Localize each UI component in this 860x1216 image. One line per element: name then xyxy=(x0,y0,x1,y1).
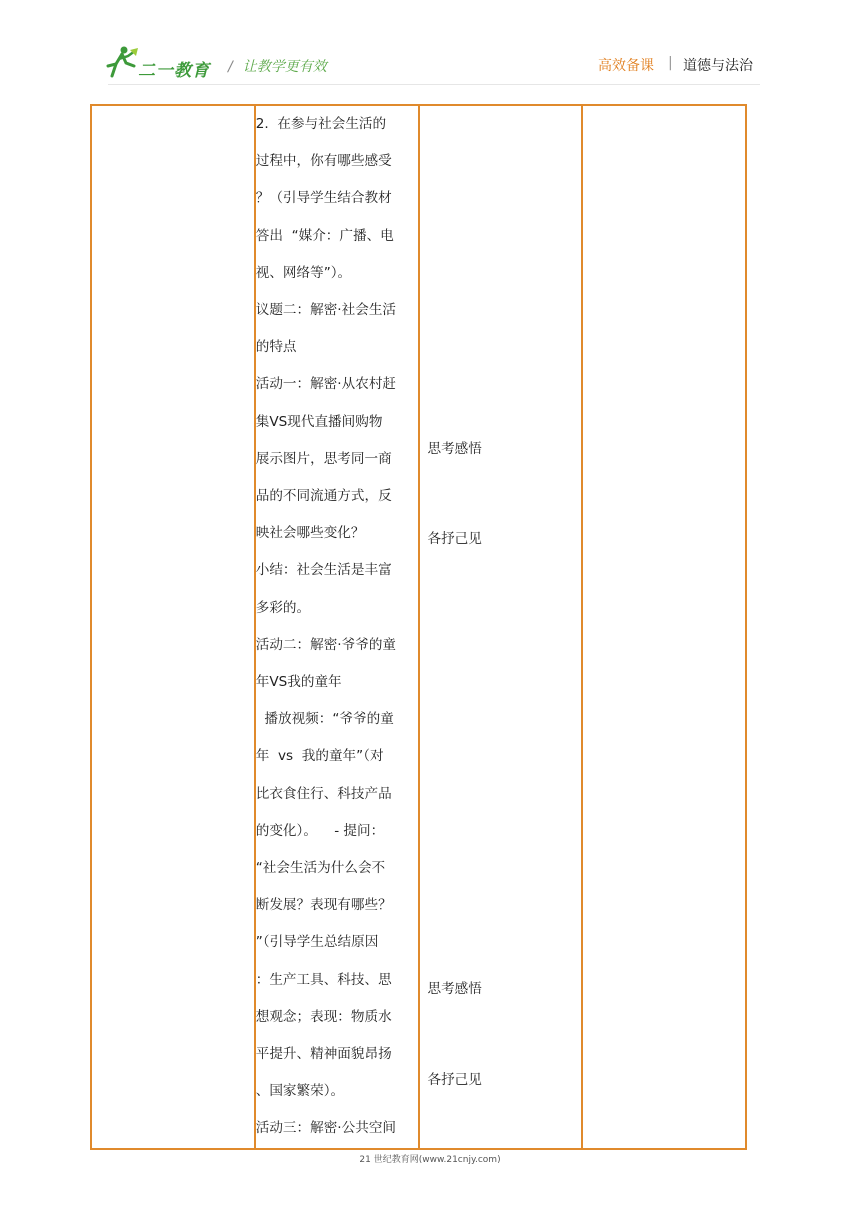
teacher-activity-line: 过程中，你有哪些感受 xyxy=(255,153,392,170)
teacher-activity-line: 断发展？表现有哪些？ xyxy=(255,897,392,914)
teacher-activity-line: 小结：社会生活是丰富 xyxy=(255,562,392,579)
teacher-activity-line: 年 vs 我的童年”（对 xyxy=(255,748,384,765)
student-activity-item: 各抒己见 xyxy=(427,531,482,547)
teacher-activity-line: 品的不同流通方式，反 xyxy=(255,488,392,505)
subject-tag: 道德与法治 xyxy=(683,58,753,74)
course-tag: 高效备课 xyxy=(598,58,654,74)
teacher-activity-cell xyxy=(255,105,419,1149)
teacher-activity-line: 映社会哪些变化？ xyxy=(255,525,365,542)
teacher-activity-line: 播放视频：“爷爷的童 xyxy=(255,711,394,728)
teacher-activity-line: 多彩的。 xyxy=(255,599,311,616)
student-activity-item: 各抒己见 xyxy=(427,1072,482,1088)
teacher-activity-line: 平提升、精神面貌昂扬 xyxy=(255,1046,392,1063)
page-footer: 21 世纪教育网(www.21cnjy.com) xyxy=(359,1155,501,1165)
teacher-activity-line: 展示图片，思考同一商 xyxy=(255,450,392,467)
header-divider: | xyxy=(668,55,673,71)
teacher-activity-line: “社会生活为什么会不 xyxy=(255,860,386,877)
teacher-activity-line: 比衣食住行、科技产品 xyxy=(255,785,392,802)
teacher-activity-line: ？（引导学生结合教材 xyxy=(255,190,392,207)
student-activity-cell xyxy=(419,105,583,1149)
brand-logo[interactable] xyxy=(104,44,214,84)
teacher-activity-line: ：生产工具、科技、思 xyxy=(255,971,392,988)
teacher-activity-line: 年VS我的童年 xyxy=(255,674,342,691)
teacher-activity-line: 答出 “媒介：广播、电 xyxy=(255,227,394,244)
teacher-activity-line: 的变化）。 - 提问： xyxy=(255,822,385,839)
teacher-activity-line: 的特点 xyxy=(255,339,297,356)
student-activity-item: 思考感悟 xyxy=(427,981,482,997)
teacher-activity-line: 想观念；表现：物质水 xyxy=(255,1008,392,1025)
teacher-activity-line: ”（引导学生总结原因 xyxy=(255,934,379,951)
lesson-plan-table xyxy=(90,104,747,1150)
teacher-activity-line: 2. 在参与社会生活的 xyxy=(255,116,387,132)
teacher-activity-line: 活动二：解密·爷爷的童 xyxy=(255,636,397,653)
student-activity-item: 思考感悟 xyxy=(427,441,482,457)
design-intent-cell xyxy=(582,105,746,1149)
stage-cell xyxy=(91,105,255,1149)
teacher-activity-text xyxy=(256,106,418,1148)
slogan-text: 让教学更有效 xyxy=(242,59,327,75)
page-header xyxy=(0,0,860,100)
teacher-activity-line: 活动三：解密·公共空间 xyxy=(255,1120,397,1137)
teacher-activity-line: 、国家繁荣）。 xyxy=(255,1083,345,1100)
teacher-activity-line: 集VS现代直播间购物 xyxy=(255,413,383,430)
teacher-activity-line: 议题二：解密·社会生活 xyxy=(255,302,397,319)
teacher-activity-line: 视、网络等”）。 xyxy=(255,264,352,281)
logo-text: 二一教育 xyxy=(138,61,210,81)
teacher-activity-line: 活动一：解密·从农村赶 xyxy=(255,376,397,393)
slogan-separator: / xyxy=(228,59,233,75)
table-row xyxy=(91,105,746,1149)
running-figure-icon xyxy=(104,44,140,80)
header-rule xyxy=(108,84,760,85)
slogan xyxy=(228,56,327,76)
